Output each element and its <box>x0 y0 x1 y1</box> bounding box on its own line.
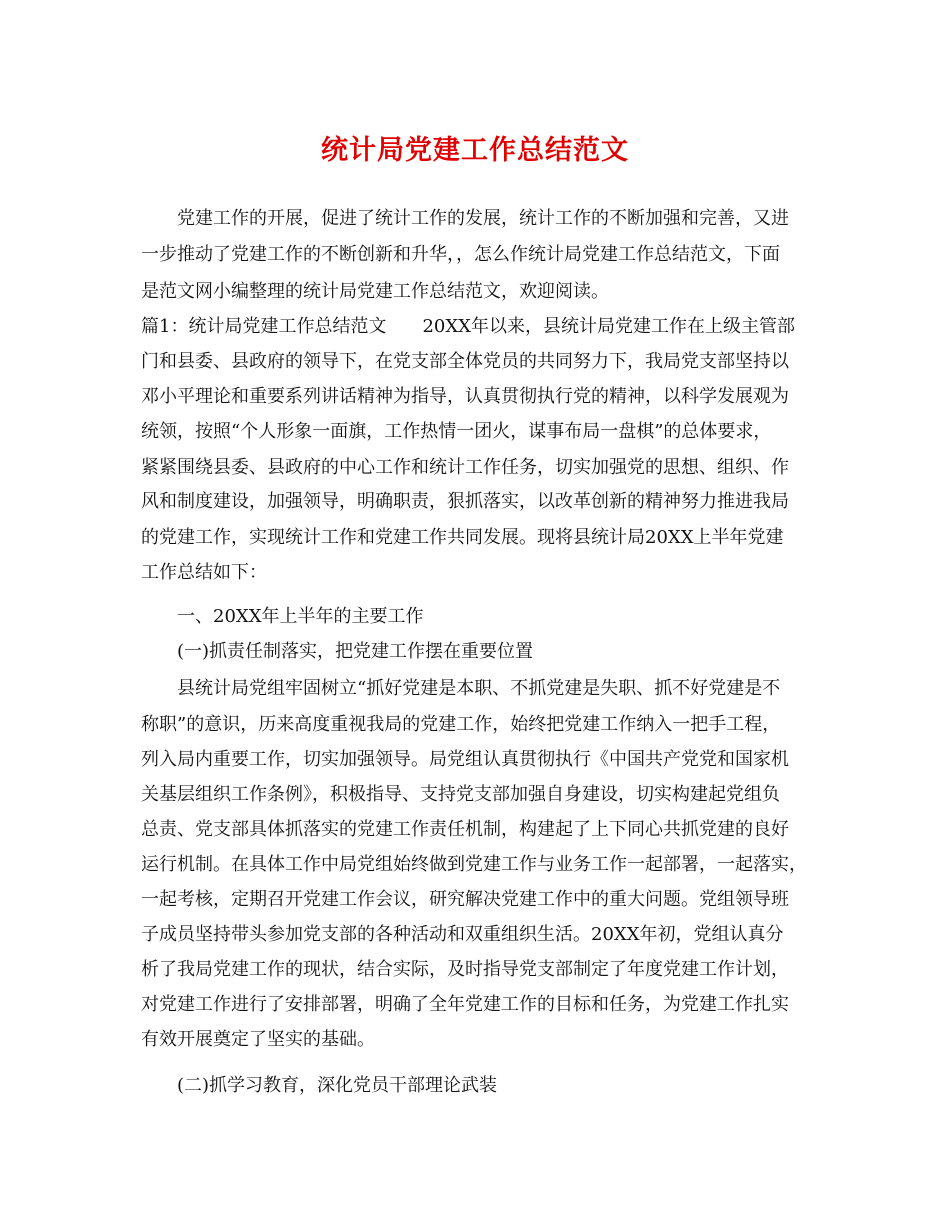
body-text-line: 县统计局党组牢固树立“抓好党建是本职、不抓党建是失职、抓不好党建是不 <box>177 678 781 699</box>
document-title: 统计局党建工作总结范文 <box>321 135 629 166</box>
body-text-line: 的党建工作，实现统计工作和党建工作共同发展。现将县统计局20XX上半年党建 <box>141 527 784 548</box>
body-text-line: (二)抓学习教育，深化党员干部理论武装 <box>177 1075 498 1096</box>
body-text-line: 门和县委、县政府的领导下，在党支部全体党员的共同努力下，我局党支部坚持以 <box>141 351 789 372</box>
body-text-line: 一步推动了党建工作的不断创新和升华，，怎么作统计局党建工作总结范文，下面 <box>141 244 780 265</box>
body-text-line: 篇1：统计局党建工作总结范文 20XX年以来，县统计局党建工作在上级主管部 <box>141 316 795 337</box>
body-text-line: 称职”的意识，历来高度重视我局的党建工作，始终把党建工作纳入一把手工程， <box>141 714 781 735</box>
body-text-line: 子成员坚持带头参加党支部的各种活动和双重组织生活。20XX年初，党组认真分 <box>141 924 784 945</box>
body-text-line: 运行机制。在具体工作中局党组始终做到党建工作与业务工作一起部署，一起落实， <box>141 854 807 875</box>
body-text-line: 有效开展奠定了坚实的基础。 <box>141 1029 375 1050</box>
body-text-line: 关基层组织工作条例》，积极指导、支持党支部加强自身建设，切实构建起党组负 <box>141 784 780 805</box>
body-text-line: 党建工作的开展，促进了统计工作的发展，统计工作的不断加强和完善，又进 <box>177 208 789 229</box>
body-text-line: 总责、党支部具体抓落实的党建工作责任机制，构建起了上下同心共抓党建的良好 <box>141 819 789 840</box>
body-text-line: 对党建工作进行了安排部署，明确了全年党建工作的目标和任务，为党建工作扎实 <box>141 994 789 1015</box>
body-text-line: 是范文网小编整理的统计局党建工作总结范文，欢迎阅读。 <box>141 281 609 302</box>
body-text-line: 工作总结如下： <box>141 562 267 583</box>
body-text-line: (一)抓责任制落实，把党建工作摆在重要位置 <box>177 641 534 662</box>
body-text-line: 邓小平理论和重要系列讲话精神为指导，认真贯彻执行党的精神，以科学发展观为 <box>141 386 789 407</box>
body-text-line: 一、20XX年上半年的主要工作 <box>177 606 424 627</box>
body-text-line: 一起考核，定期召开党建工作会议，研究解决党建工作中的重大问题。党组领导班 <box>141 889 789 910</box>
body-text-line: 列入局内重要工作，切实加强领导。局党组认真贯彻执行《中国共产党党和国家机 <box>141 749 789 770</box>
body-text-line: 析了我局党建工作的现状，结合实际，及时指导党支部制定了年度党建工作计划， <box>141 959 789 980</box>
body-text-line: 紧紧围绕县委、县政府的中心工作和统计工作任务，切实加强党的思想、组织、作 <box>141 457 789 478</box>
body-text-line: 风和制度建设，加强领导，明确职责，狠抓落实，以改革创新的精神努力推进我局 <box>141 491 789 512</box>
body-text-line: 统领，按照“个人形象一面旗，工作热情一团火，谋事布局一盘棋”的总体要求， <box>141 421 772 442</box>
